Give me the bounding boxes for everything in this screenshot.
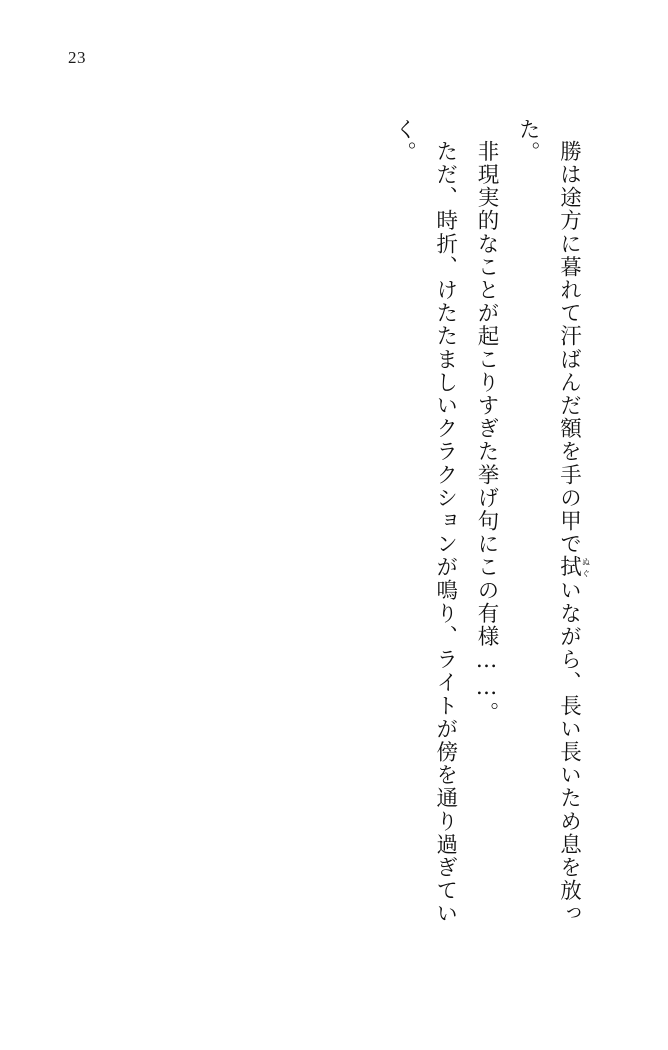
page-number: 23 — [68, 48, 86, 67]
paragraph-line-3: ただ、時折、けたたましいクラクションが鳴り、ライトが傍を通り過ぎていく。 — [391, 118, 458, 925]
ruby-reading: ぬぐ — [580, 555, 590, 579]
paragraph-line-2: 非現実的なことが起こりすぎた挙げ句にこの有様……。 — [473, 139, 499, 724]
paragraph-1-post-ruby: いながら、長い長いため息を放った。 — [515, 118, 582, 925]
paragraph-line-1 — [507, 118, 590, 963]
ruby-nugu — [556, 555, 590, 579]
paragraph-1-pre-ruby: 勝は途方に暮れて汗ばんだ額を手の甲で — [556, 139, 582, 556]
body-text-block — [383, 118, 590, 963]
ruby-base: 拭 — [556, 555, 582, 579]
